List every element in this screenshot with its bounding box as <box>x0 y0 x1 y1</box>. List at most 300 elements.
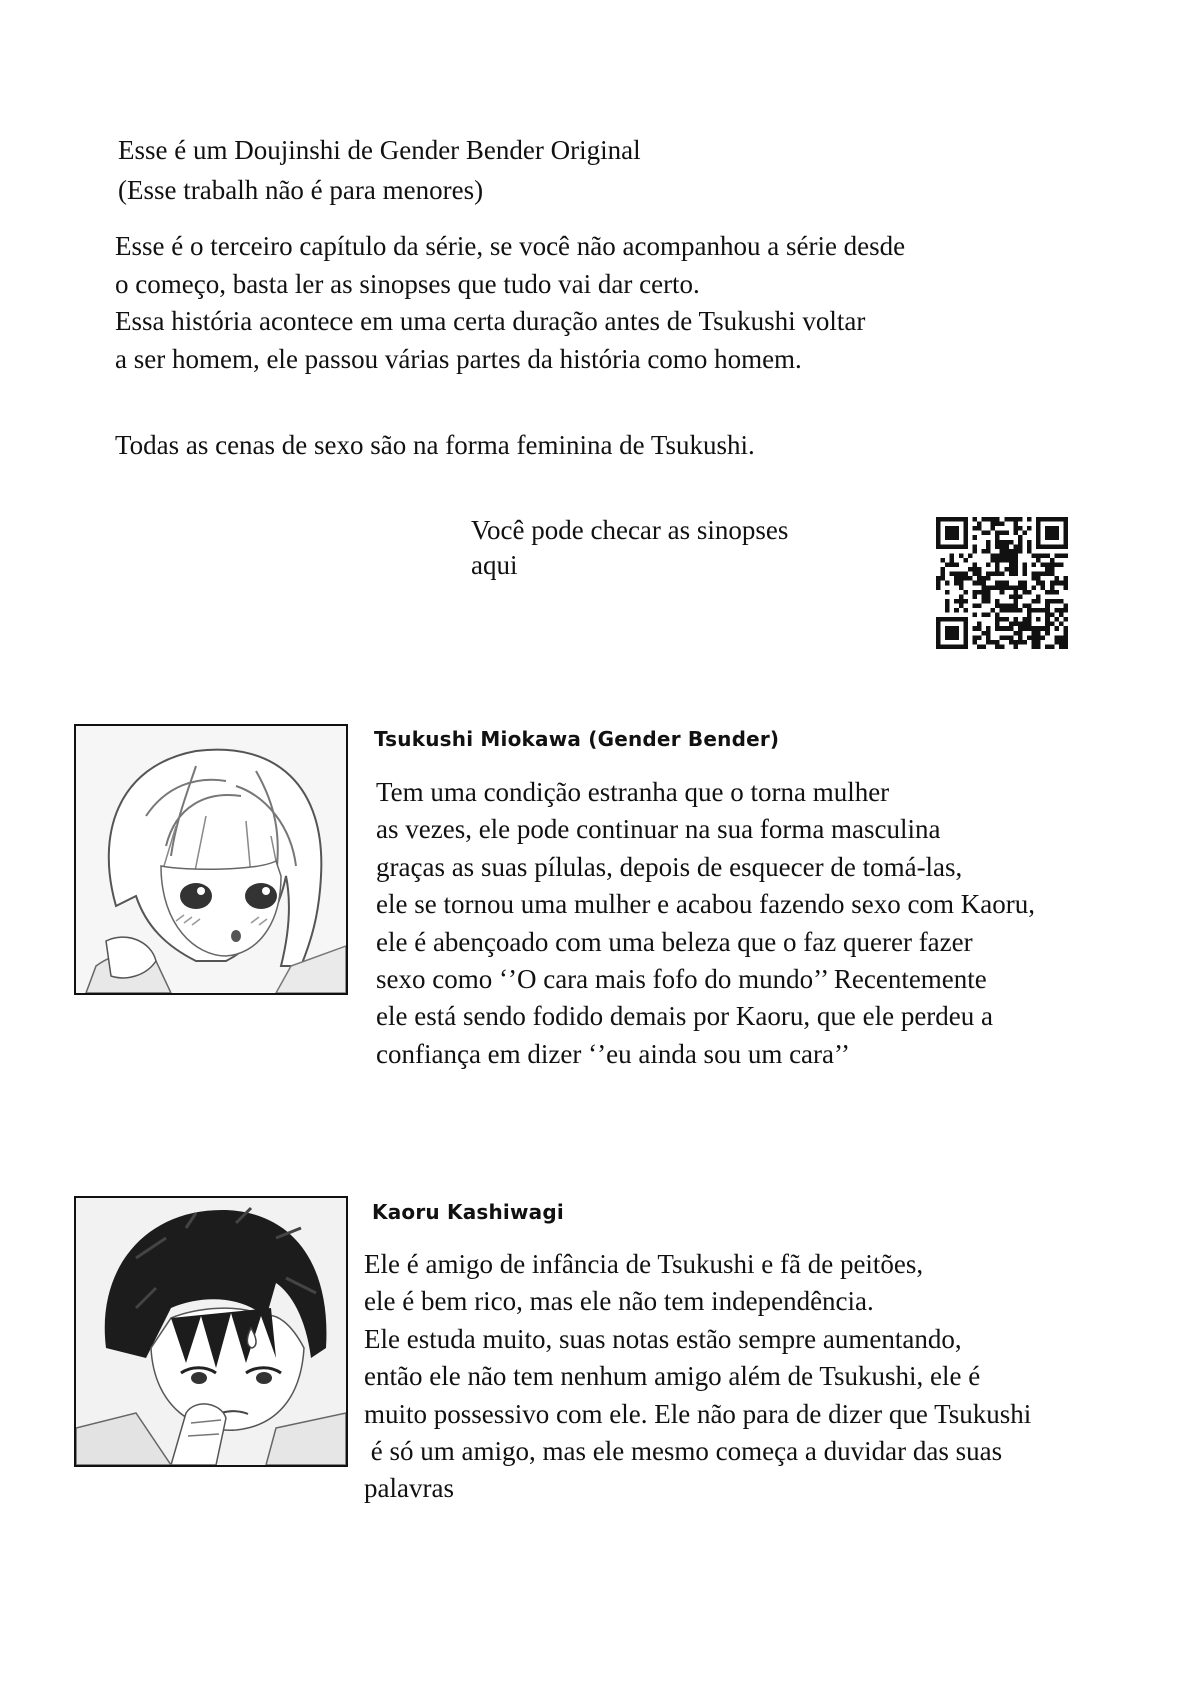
qr-module <box>936 522 941 527</box>
qr-module <box>963 599 968 604</box>
qr-module <box>941 576 946 581</box>
intro-paragraph <box>115 228 905 378</box>
qr-module <box>950 631 955 636</box>
qr-module <box>1000 644 1005 649</box>
qr-module <box>1027 549 1032 554</box>
qr-module <box>941 567 946 572</box>
qr-module <box>954 572 959 577</box>
qr-module <box>1059 553 1064 558</box>
qr-module <box>982 590 987 595</box>
qr-module <box>1004 540 1009 545</box>
qr-module <box>963 622 968 627</box>
qr-module <box>995 626 1000 631</box>
character-description-line: Ele estuda muito, suas notas estão sempre aumentando, <box>364 1323 962 1354</box>
qr-module <box>1027 608 1032 613</box>
qr-module <box>959 644 964 649</box>
qr-module <box>972 572 977 577</box>
qr-module <box>963 576 968 581</box>
qr-module <box>1000 553 1005 558</box>
qr-module <box>991 608 996 613</box>
qr-module <box>1059 599 1064 604</box>
qr-module <box>941 644 946 649</box>
qr-module <box>977 522 982 527</box>
qr-module <box>1041 585 1046 590</box>
qr-module <box>1009 626 1014 631</box>
qr-module <box>945 635 950 640</box>
qr-module <box>1000 585 1005 590</box>
tsukushi-portrait-image <box>74 724 348 995</box>
qr-module <box>1009 558 1014 563</box>
qr-module <box>1018 540 1023 545</box>
qr-module <box>1013 522 1018 527</box>
qr-module <box>982 517 987 522</box>
qr-module <box>1063 526 1068 531</box>
qr-module <box>1022 640 1027 645</box>
qr-module <box>1022 617 1027 622</box>
qr-module <box>1045 567 1050 572</box>
qr-module <box>1018 544 1023 549</box>
qr-module <box>1022 590 1027 595</box>
qr-module <box>959 594 964 599</box>
kaoru-portrait-image <box>74 1196 348 1467</box>
qr-module <box>1045 531 1050 536</box>
header-title: Esse é um Doujinshi de Gender Bender Original <box>118 135 641 165</box>
qr-module <box>945 617 950 622</box>
qr-module <box>1059 544 1064 549</box>
qr-module <box>1050 622 1055 627</box>
character-description-line: Tem uma condição estranha que o torna mulher <box>376 777 890 807</box>
qr-module <box>1036 517 1041 522</box>
qr-module <box>1045 535 1050 540</box>
qr-module <box>986 590 991 595</box>
qr-module <box>1045 553 1050 558</box>
qr-module <box>986 640 991 645</box>
qr-module <box>945 517 950 522</box>
qr-module <box>977 572 982 577</box>
qr-module <box>1013 608 1018 613</box>
qr-module <box>1000 581 1005 586</box>
qr-module <box>1041 608 1046 613</box>
qr-module <box>1036 576 1041 581</box>
qr-module <box>963 535 968 540</box>
character-description-line: então ele não tem nenhum amigo além de Tsukushi, ele é <box>364 1361 981 1392</box>
qr-module <box>1013 622 1018 627</box>
qr-module <box>995 517 1000 522</box>
qr-module <box>1059 517 1064 522</box>
qr-module <box>1018 622 1023 627</box>
qr-module <box>1036 572 1041 577</box>
qr-module <box>945 608 950 613</box>
qr-module <box>995 540 1000 545</box>
qr-module <box>1000 549 1005 554</box>
qr-module <box>963 626 968 631</box>
qr-module <box>1050 581 1055 586</box>
qr-module <box>977 590 982 595</box>
qr-module <box>982 531 987 536</box>
qr-module <box>1045 603 1050 608</box>
qr-module <box>959 553 964 558</box>
qr-module <box>1045 517 1050 522</box>
qr-module <box>936 526 941 531</box>
qr-module <box>991 558 996 563</box>
qr-module <box>1045 622 1050 627</box>
qr-module <box>954 626 959 631</box>
qr-module <box>950 517 955 522</box>
qr-module <box>1036 535 1041 540</box>
qr-module <box>977 567 982 572</box>
qr-module <box>977 626 982 631</box>
qr-module <box>986 572 991 577</box>
header <box>118 130 641 210</box>
qr-module <box>1009 517 1014 522</box>
qr-module <box>972 613 977 618</box>
qr-module <box>963 522 968 527</box>
qr-module <box>1036 544 1041 549</box>
qr-module <box>1032 635 1037 640</box>
qr-module <box>941 572 946 577</box>
qr-module <box>1041 572 1046 577</box>
qr-module <box>972 594 977 599</box>
qr-module <box>991 585 996 590</box>
character-description <box>376 774 1035 1073</box>
qr-module <box>982 581 987 586</box>
qr-module <box>936 640 941 645</box>
qr-module <box>986 517 991 522</box>
qr-module <box>936 540 941 545</box>
qr-module <box>1027 590 1032 595</box>
qr-module <box>1018 608 1023 613</box>
qr-module <box>1045 626 1050 631</box>
qr-module <box>1059 622 1064 627</box>
qr-module <box>1013 572 1018 577</box>
character-description-line: confiança em dizer ‘’eu ainda sou um cara’’ <box>376 1038 850 1069</box>
qr-module <box>959 581 964 586</box>
qr-module <box>1009 549 1014 554</box>
qr-module <box>936 517 941 522</box>
qr-module <box>1013 644 1018 649</box>
qr-module <box>1004 635 1009 640</box>
qr-module <box>1036 526 1041 531</box>
qr-module <box>1041 581 1046 586</box>
qr-module <box>1013 603 1018 608</box>
qr-module <box>936 635 941 640</box>
qr-module <box>950 626 955 631</box>
qr-module <box>995 535 1000 540</box>
qr-module <box>941 558 946 563</box>
qr-module <box>1022 581 1027 586</box>
qr-module <box>1000 626 1005 631</box>
qr-module <box>972 603 977 608</box>
character-description-line: as vezes, ele pode continuar na sua forma masculina <box>376 814 941 845</box>
qr-module <box>977 526 982 531</box>
qr-module <box>936 626 941 631</box>
qr-module <box>1050 572 1055 577</box>
qr-module <box>1013 631 1018 636</box>
qr-module <box>1050 563 1055 568</box>
synopsis-link-text <box>471 513 788 583</box>
qr-module <box>1054 599 1059 604</box>
qr-module <box>1059 563 1064 568</box>
qr-module <box>1004 544 1009 549</box>
character-description-line: ele é bem rico, mas ele não tem independência. <box>364 1286 874 1317</box>
qr-module <box>959 617 964 622</box>
qr-module <box>968 576 973 581</box>
qr-module <box>1036 531 1041 536</box>
qr-module <box>1009 594 1014 599</box>
qr-module <box>995 558 1000 563</box>
qr-module <box>982 613 987 618</box>
qr-module <box>1050 526 1055 531</box>
qr-module <box>1054 531 1059 536</box>
qr-module <box>986 594 991 599</box>
qr-module <box>963 631 968 636</box>
qr-module <box>1063 644 1068 649</box>
qr-module <box>986 549 991 554</box>
qr-module <box>1000 635 1005 640</box>
qr-module <box>972 640 977 645</box>
qr-module <box>945 631 950 636</box>
qr-module <box>1013 563 1018 568</box>
qr-module <box>1027 626 1032 631</box>
qr-module <box>986 585 991 590</box>
qr-module <box>954 617 959 622</box>
qr-module <box>972 517 977 522</box>
qr-module <box>1004 567 1009 572</box>
qr-module <box>1027 603 1032 608</box>
qr-module <box>1050 585 1055 590</box>
qr-module <box>968 567 973 572</box>
qr-module <box>1009 635 1014 640</box>
intro-line: Essa história acontece em uma certa duração antes de Tsukushi voltar <box>115 306 866 336</box>
qr-module <box>1041 553 1046 558</box>
qr-module <box>936 617 941 622</box>
intro-line: a ser homem, ele passou várias partes da história como homem. <box>115 343 802 374</box>
qr-module <box>963 558 968 563</box>
qr-module <box>1054 617 1059 622</box>
qr-module <box>972 526 977 531</box>
qr-module <box>959 572 964 577</box>
qr-module <box>1059 581 1064 586</box>
qr-module <box>936 644 941 649</box>
qr-module <box>1004 558 1009 563</box>
qr-module <box>1045 572 1050 577</box>
qr-module <box>1018 581 1023 586</box>
qr-module <box>950 572 955 577</box>
qr-module <box>1054 517 1059 522</box>
qr-module <box>1004 603 1009 608</box>
qr-module <box>1027 622 1032 627</box>
qr-module <box>1009 563 1014 568</box>
qr-module <box>945 526 950 531</box>
qr-module <box>963 644 968 649</box>
qr-module <box>954 599 959 604</box>
qr-module <box>1045 526 1050 531</box>
qr-module <box>1063 608 1068 613</box>
qr-module <box>1018 594 1023 599</box>
qr-module <box>936 631 941 636</box>
qr-module <box>1027 526 1032 531</box>
qr-module <box>936 622 941 627</box>
qr-module <box>954 517 959 522</box>
qr-module <box>945 535 950 540</box>
qr-module <box>959 599 964 604</box>
qr-module <box>1063 617 1068 622</box>
qr-module <box>954 576 959 581</box>
qr-module <box>1004 531 1009 536</box>
qr-module <box>1032 572 1037 577</box>
qr-module <box>1027 617 1032 622</box>
qr-module <box>1022 622 1027 627</box>
qr-module <box>1013 617 1018 622</box>
qr-module <box>995 563 1000 568</box>
character-description-line: ele está sendo fodido demais por Kaoru, que ele perdeu a <box>376 1001 994 1032</box>
qr-module <box>1013 544 1018 549</box>
qr-module <box>1032 563 1037 568</box>
qr-module <box>1013 567 1018 572</box>
qr-module <box>1041 635 1046 640</box>
qr-module <box>986 531 991 536</box>
qr-module <box>950 531 955 536</box>
qr-module <box>995 613 1000 618</box>
qr-module <box>945 581 950 586</box>
qr-module <box>1027 517 1032 522</box>
content-note: Todas as cenas de sexo são na forma feminina de Tsukushi. <box>115 430 755 460</box>
qr-module <box>1013 553 1018 558</box>
qr-module <box>1045 590 1050 595</box>
qr-module <box>986 613 991 618</box>
qr-module <box>1063 631 1068 636</box>
qr-module <box>1032 553 1037 558</box>
qr-module <box>1013 526 1018 531</box>
qr-module <box>1022 572 1027 577</box>
qr-module <box>972 626 977 631</box>
qr-module <box>1063 626 1068 631</box>
qr-module <box>1000 603 1005 608</box>
qr-module <box>1063 603 1068 608</box>
qr-module <box>986 599 991 604</box>
qr-module <box>1000 531 1005 536</box>
qr-module <box>986 544 991 549</box>
qr-module <box>936 585 941 590</box>
qr-module <box>1000 590 1005 595</box>
qr-module <box>959 603 964 608</box>
qr-module <box>1032 631 1037 636</box>
synopsis-link-line: aqui <box>471 550 518 580</box>
qr-module <box>945 599 950 604</box>
qr-module <box>959 544 964 549</box>
qr-module <box>945 626 950 631</box>
qr-module <box>1000 617 1005 622</box>
qr-module <box>1000 608 1005 613</box>
qr-module <box>941 544 946 549</box>
qr-module <box>954 535 959 540</box>
qr-module <box>954 544 959 549</box>
qr-module <box>1004 517 1009 522</box>
qr-module <box>1013 594 1018 599</box>
qr-module <box>954 531 959 536</box>
qr-module <box>972 635 977 640</box>
qr-module <box>968 553 973 558</box>
qr-module <box>1036 635 1041 640</box>
qr-module <box>982 599 987 604</box>
qr-module <box>1018 635 1023 640</box>
character-description-line: muito possessivo com ele. Ele não para de dizer que Tsukushi <box>364 1398 1032 1429</box>
qr-module <box>1032 585 1037 590</box>
qr-module <box>995 640 1000 645</box>
qr-module <box>1050 535 1055 540</box>
qr-module <box>1004 553 1009 558</box>
qr-module <box>995 572 1000 577</box>
character-name: Tsukushi Miokawa (Gender Bender) <box>374 727 780 751</box>
qr-module <box>1000 572 1005 577</box>
qr-module <box>1036 553 1041 558</box>
qr-module <box>1009 572 1014 577</box>
qr-module <box>1041 517 1046 522</box>
qr-module <box>982 549 987 554</box>
character-description-line: é só um amigo, mas ele mesmo começa a duvidar das suas <box>364 1436 1003 1467</box>
qr-module <box>1054 640 1059 645</box>
qr-module <box>1004 581 1009 586</box>
qr-module <box>972 581 977 586</box>
qr-module <box>1022 585 1027 590</box>
qr-module <box>1018 626 1023 631</box>
qr-module <box>972 535 977 540</box>
qr-module <box>936 576 941 581</box>
qr-module <box>1000 540 1005 545</box>
qr-module <box>1013 585 1018 590</box>
qr-module <box>963 590 968 595</box>
qr-module <box>950 553 955 558</box>
qr-module <box>1036 599 1041 604</box>
qr-code-icon[interactable] <box>936 517 1068 649</box>
qr-module <box>995 617 1000 622</box>
qr-module <box>991 640 996 645</box>
qr-module <box>1036 540 1041 545</box>
qr-module <box>1054 576 1059 581</box>
qr-module <box>1004 617 1009 622</box>
qr-module <box>995 603 1000 608</box>
qr-module <box>991 522 996 527</box>
qr-module <box>1013 590 1018 595</box>
qr-module <box>1050 590 1055 595</box>
qr-module <box>1027 544 1032 549</box>
qr-module <box>995 544 1000 549</box>
qr-module <box>959 576 964 581</box>
qr-module <box>954 581 959 586</box>
qr-module <box>1013 531 1018 536</box>
qr-module <box>1050 599 1055 604</box>
qr-module <box>1050 567 1055 572</box>
qr-module <box>1045 544 1050 549</box>
character-name: Kaoru Kashiwagi <box>372 1200 564 1224</box>
qr-module <box>1032 608 1037 613</box>
qr-module <box>945 603 950 608</box>
qr-module <box>945 544 950 549</box>
qr-module <box>950 558 955 563</box>
qr-module <box>1009 553 1014 558</box>
qr-module <box>1022 567 1027 572</box>
qr-module <box>982 631 987 636</box>
qr-module <box>1018 535 1023 540</box>
character-description-line: palavras <box>364 1473 454 1504</box>
qr-module <box>1022 603 1027 608</box>
qr-module <box>950 563 955 568</box>
character-description-line: Ele é amigo de infância de Tsukushi e fã de peitões, <box>364 1249 924 1279</box>
qr-module <box>986 540 991 545</box>
qr-module <box>982 644 987 649</box>
qr-module <box>963 531 968 536</box>
qr-module <box>1045 599 1050 604</box>
